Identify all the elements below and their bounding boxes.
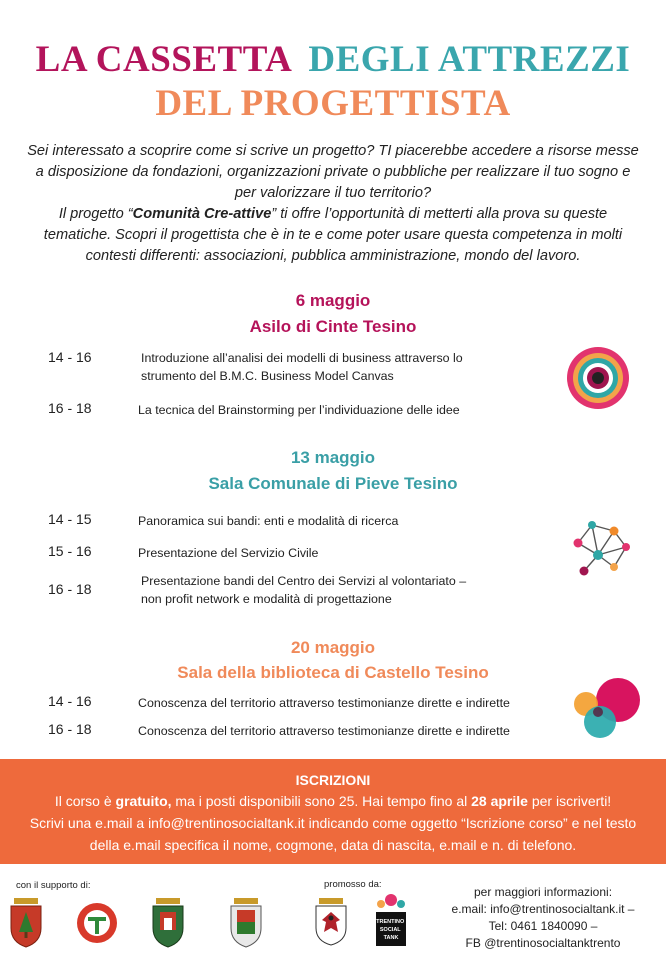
overlapping-circles-icon <box>570 676 642 740</box>
session-place: Asilo di Cinte Tesino <box>249 317 417 336</box>
registration-text: ma i posti disponibili sono 25. Hai tempo fino al <box>171 793 472 809</box>
target-icon <box>566 346 630 410</box>
trentino-eagle-crest-logo <box>314 898 348 946</box>
intro-prefix: Il progetto “ <box>58 206 133 222</box>
session-date: 6 maggio <box>295 291 371 310</box>
intro-text <box>10 141 656 267</box>
registration-banner <box>0 759 666 864</box>
session-date: 13 maggio <box>290 448 376 467</box>
contact-facebook: FB @trentinosocialtanktrento <box>465 936 621 950</box>
registration-line: Scrivi una e.mail a info@trentinosocialtank.it indicando come oggetto “Iscrizione corso” e nel testo <box>29 815 637 831</box>
title-part-1: LA CASSETTA <box>35 39 293 80</box>
slot-description: Introduzione all’analisi dei modelli di business attraverso lo strumento del B.M.C. Business Model Canvas <box>141 351 463 383</box>
project-name: Comunità Cre-attive <box>132 206 272 222</box>
slot-description: Panoramica sui bandi: enti e modalità di ricerca <box>138 514 399 528</box>
intro-line: Sei interessato a scoprire come si scrive un progetto? TI piacerebbe accedere a risorse messe <box>27 143 639 159</box>
gruppo-giovani-logo <box>74 902 120 944</box>
registration-line: della e.mail specifica il nome, cogmone, data di nascita, e.mail e n. di telefono. <box>89 837 577 853</box>
slot-time: 16 - 18 <box>48 581 92 597</box>
slot-description: Conoscenza del territorio attraverso testimonianze dirette e indirette <box>138 724 510 738</box>
slot-time: 14 - 16 <box>48 349 92 365</box>
municipal-crest-logo <box>8 898 44 948</box>
deadline-date: 28 aprile <box>471 793 528 809</box>
info-heading: per maggiori informazioni: <box>473 885 613 899</box>
contact-phone: Tel: 0461 1840090 – <box>488 919 598 933</box>
contact-email: e.mail: info@trentinosocialtank.it – <box>451 902 635 916</box>
registration-text: Il corso è <box>54 793 116 809</box>
slot-description: Conoscenza del territorio attraverso testimonianze dirette e indirette <box>138 696 510 710</box>
slot-description: La tecnica del Brainstorming per l’individuazione delle idee <box>138 403 460 417</box>
network-icon <box>570 517 634 581</box>
trentino-social-tank-logo <box>370 890 412 948</box>
tank-logo-text: TRENTINO SOCIAL TANK <box>376 919 405 941</box>
intro-line: tematiche. Scopri il progettista che è in te e come poter usare questa competenza in molti <box>43 227 623 243</box>
free-label: gratuito, <box>115 793 172 809</box>
registration-text: per iscriverti! <box>527 793 612 809</box>
slot-description: Presentazione del Servizio Civile <box>138 546 319 560</box>
slot-time: 16 - 18 <box>48 400 92 416</box>
session-place: Sala Comunale di Pieve Tesino <box>208 474 458 493</box>
slot-time: 14 - 15 <box>48 511 92 527</box>
contact-info <box>438 884 648 952</box>
slot-time: 14 - 16 <box>48 693 92 709</box>
support-label: con il supporto di: <box>16 880 91 891</box>
poster-title <box>0 38 666 81</box>
registration-heading: ISCRIZIONI <box>295 772 371 788</box>
title-part-2: DEGLI ATTREZZI <box>308 39 631 80</box>
intro-line <box>10 204 656 225</box>
registration-line <box>0 793 666 809</box>
session-place: Sala della biblioteca di Castello Tesino <box>177 663 489 682</box>
slot-time: 16 - 18 <box>48 721 92 737</box>
intro-line: a disposizione da fondazioni, organizzazioni private o pubbliche per realizzare il tuo sogno e <box>35 164 631 180</box>
promoted-by-label: promosso da: <box>324 879 382 890</box>
municipal-crest-logo <box>150 898 186 948</box>
intro-suffix: ” ti offre l’opportunità di metterti alla prova su queste <box>271 206 608 222</box>
municipal-crest-logo <box>228 898 264 948</box>
intro-line: per valorizzare il tuo territorio? <box>234 185 432 201</box>
poster-subtitle: DEL PROGETTISTA <box>155 83 511 124</box>
slot-description: Presentazione bandi del Centro dei Servizi al volontariato – non profit network e modalità di progettazione <box>141 574 467 606</box>
intro-line: contesti differenti: associazioni, pubblica amministrazione, mondo del lavoro. <box>85 248 581 264</box>
slot-time: 15 - 16 <box>48 543 92 559</box>
session-date: 20 maggio <box>290 638 376 657</box>
